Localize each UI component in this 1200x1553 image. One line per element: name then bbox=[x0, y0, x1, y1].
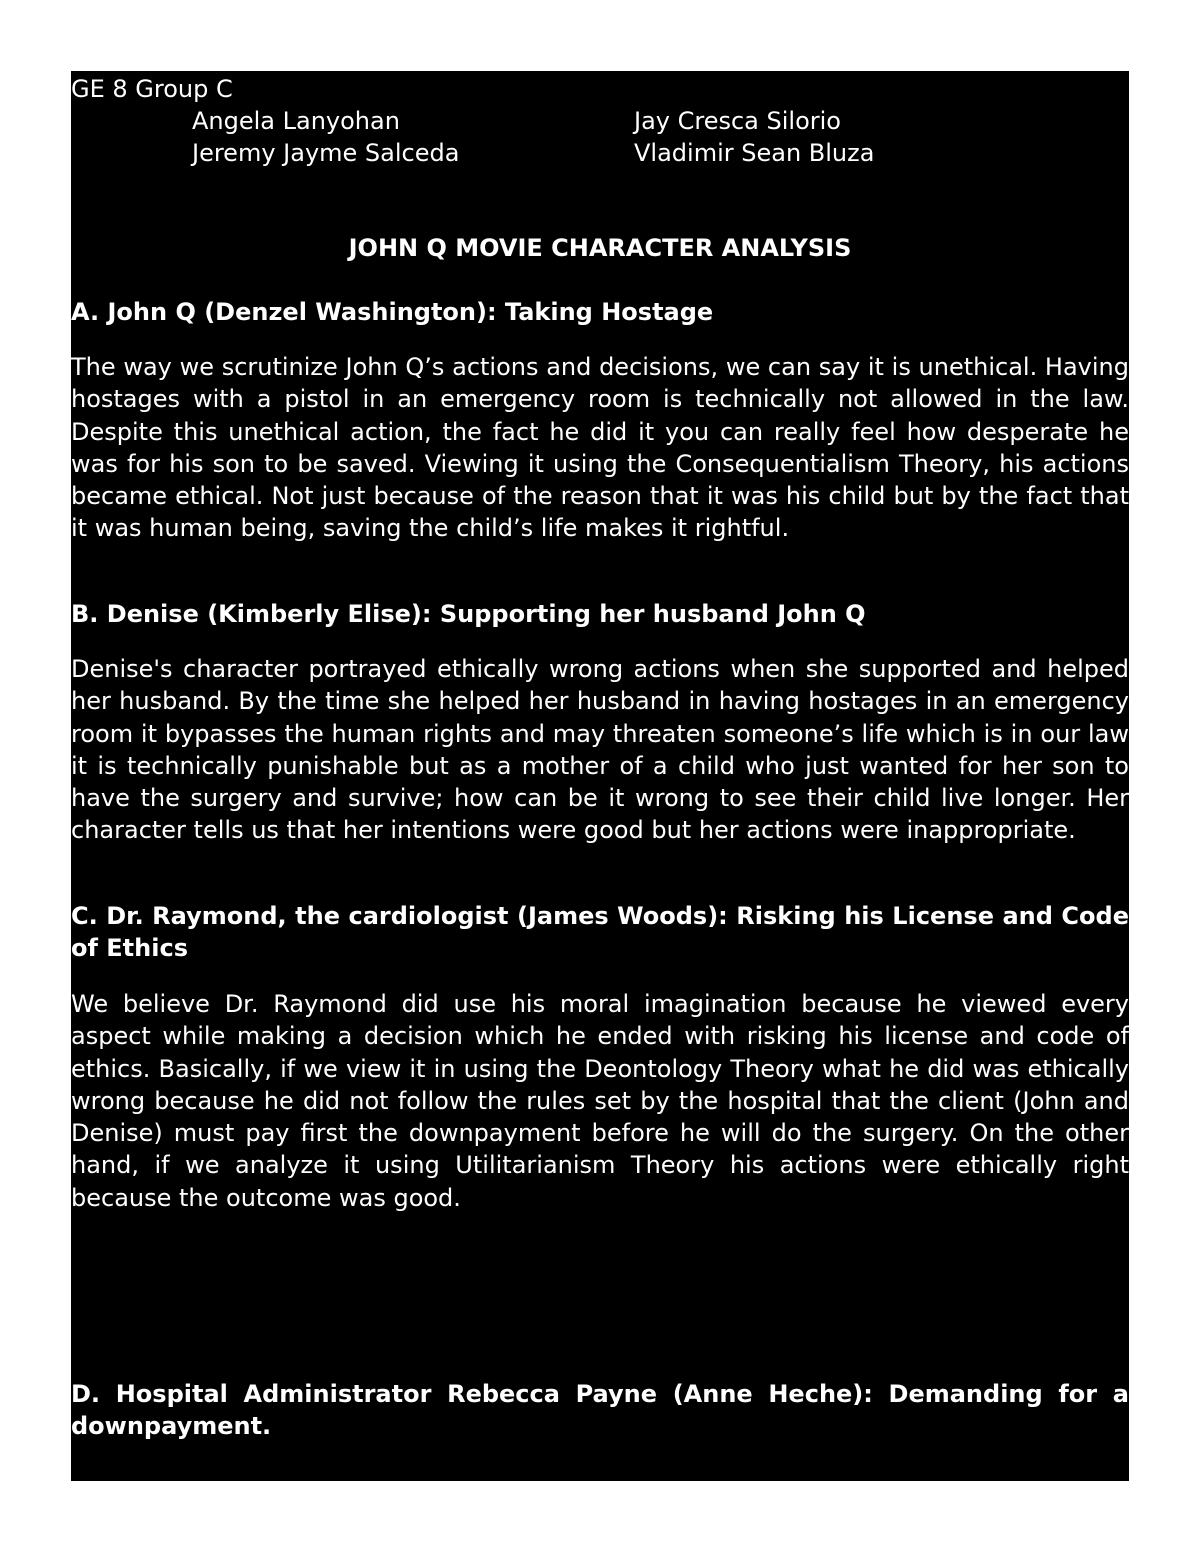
document-title: JOHN Q MOVIE CHARACTER ANALYSIS bbox=[348, 234, 852, 262]
document-page bbox=[71, 71, 1129, 1481]
member-name: Jeremy Jayme Salceda bbox=[192, 139, 460, 167]
section-heading-d: D. Hospital Administrator Rebecca Payne (Anne Heche): Demanding for a downpayment. bbox=[71, 1380, 1129, 1440]
section-body-c: We believe Dr. Raymond did use his moral imagination because he viewed every aspect while making a decision which he ended with risking his license and code of ethics. Basically, if we view it in using the Deontology Theory what he did was ethically wrong because he did not follow the rules set by the hospital that the client (John and Denise) must pay first the downpayment before he will do the surgery. On the other hand, if we analyze it using Utilitarianism Theory his actions were ethically right because the outcome was good. bbox=[71, 990, 1129, 1212]
group-label: GE 8 Group C bbox=[71, 75, 233, 103]
section-heading-c: C. Dr. Raymond, the cardiologist (James Woods): Risking his License and Code of Ethics bbox=[71, 902, 1129, 962]
section-heading-b: B. Denise (Kimberly Elise): Supporting her husband John Q bbox=[71, 600, 866, 628]
section-heading-a: A. John Q (Denzel Washington): Taking Hostage bbox=[71, 298, 714, 326]
member-name: Angela Lanyohan bbox=[192, 107, 400, 135]
member-name: Jay Cresca Silorio bbox=[634, 107, 841, 135]
member-name: Vladimir Sean Bluza bbox=[634, 139, 875, 167]
section-body-b: Denise's character portrayed ethically wrong actions when she supported and helped her husband. By the time she helped her husband in having hostages in an emergency room it bypasses the human rights and may threaten someone’s life which is in our law it is technically punishable but as a mother of a child who just wanted for her son to have the surgery and survive; how can be it wrong to see their child live longer. Her character tells us that her intentions were good but her actions were inappropriate. bbox=[71, 655, 1129, 845]
section-body-a: The way we scrutinize John Q’s actions and decisions, we can say it is unethical. Having hostages with a pistol in an emergency room is technically not allowed in the law. Despite this unethical action, the fact he did it you can really feel how desperate he was for his son to be saved. Viewing it using the Consequentialism Theory, his actions became ethical. Not just because of the reason that it was his child but by the fact that it was human being, saving the child’s life makes it rightful. bbox=[71, 353, 1129, 543]
